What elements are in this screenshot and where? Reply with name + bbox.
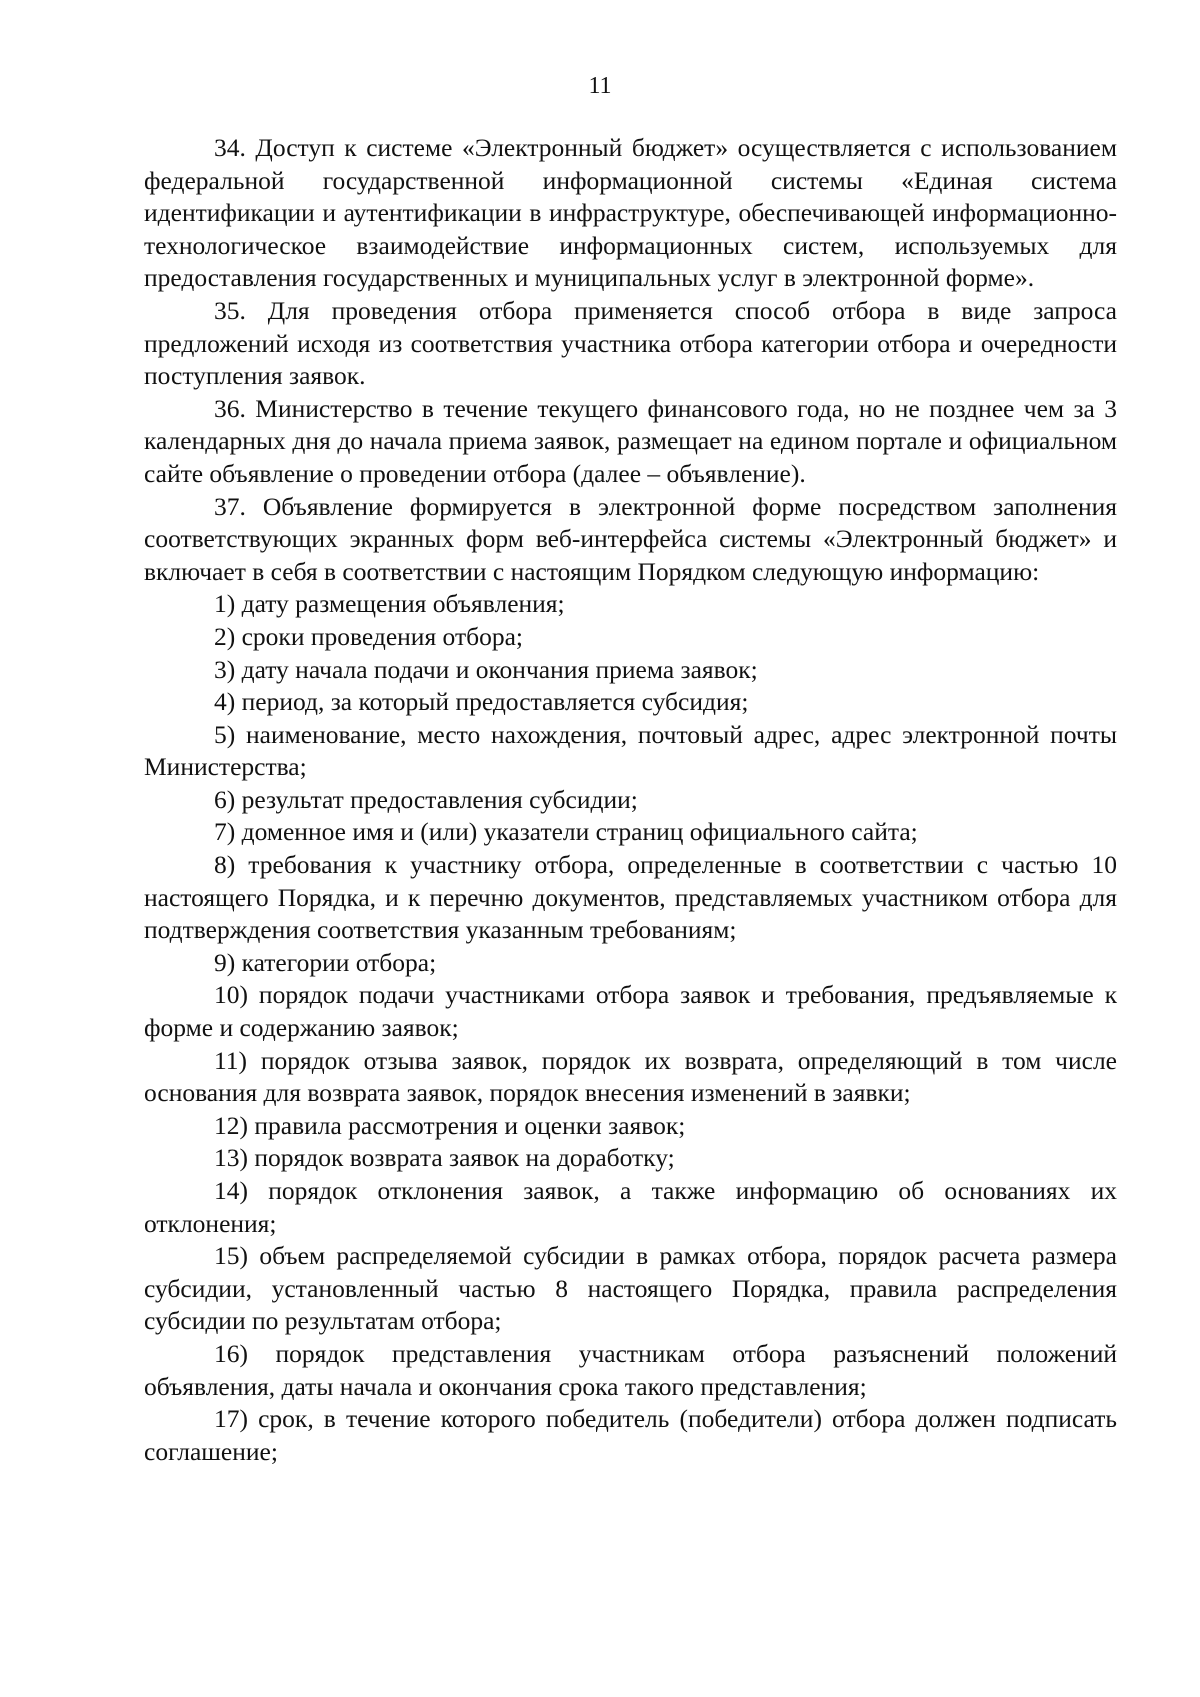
list-item-14: 14) порядок отклонения заявок, а также информацию об основаниях их отклонения; (144, 1176, 1117, 1238)
paragraph-35: 35. Для проведения отбора применяется способ отбора в виде запроса предложений исходя из соответствия участника отбора категории отбора и очередности поступления заявок. (144, 295, 1117, 391)
list-item-2: 2) сроки проведения отбора; (214, 621, 523, 651)
list-item-12: 12) правила рассмотрения и оценки заявок; (214, 1110, 686, 1140)
paragraph-37: 37. Объявление формируется в электронной форме посредством заполнения соответствующих экранных форм веб-интерфейса системы «Электронный бюджет» и включает в себя в соответствии с настоящим Порядком следующую информацию: (144, 491, 1117, 586)
list-item-3: 3) дату начала подачи и окончания приема заявок; (214, 654, 758, 684)
list-item-7: 7) доменное имя и (или) указатели страниц официального сайта; (214, 817, 918, 847)
list-item-9: 9) категории отбора; (214, 947, 437, 977)
page-number: 11 (588, 73, 612, 99)
list-item-16: 16) порядок представления участникам отбора разъяснений положений объявления, даты начала и окончания срока такого представления; (144, 1338, 1117, 1401)
list-item-10: 10) порядок подачи участниками отбора заявок и требования, предъявляемые к форме и содержанию заявок; (144, 980, 1117, 1043)
list-item-15: 15) объем распределяемой субсидии в рамках отбора, порядок расчета размера субсидии, установленный частью 8 настоящего Порядка, правила распределения субсидии по результатам отбора; (144, 1241, 1117, 1336)
list-item-4: 4) период, за который предоставляется субсидия; (214, 687, 749, 717)
list-item-11: 11) порядок отзыва заявок, порядок их возврата, определяющий в том числе основания для возврата заявок, порядок внесения изменений в заявки; (144, 1045, 1117, 1108)
paragraph-36: 36. Министерство в течение текущего финансового года, но не позднее чем за 3 календарных дня до начала приема заявок, размещает на едином портале и официальном сайте объявление о проведении отбора (далее – объявление). (144, 393, 1117, 488)
list-item-5: 5) наименование, место нахождения, почтовый адрес, адрес электронной почты Министерства; (144, 719, 1117, 782)
document-body (144, 132, 1117, 1468)
paragraph-34: 34. Доступ к системе «Электронный бюджет» осуществляется с использованием федеральной государственной информационной системы «Единая система идентификации и аутентификации в инфраструктуре, обеспечивающей информационно-технологическое взаимодействие информационных систем, используемых для предоставления государственных и муниципальных услуг в электронной форме». (144, 133, 1117, 293)
list-item-6: 6) результат предоставления субсидии; (214, 784, 638, 814)
list-item-8: 8) требования к участнику отбора, определенные в соответствии с частью 10 настоящего Порядка, и к перечню документов, представляемых участником отбора для подтверждения соответствия указанным требованиям; (144, 850, 1117, 945)
list-item-17: 17) срок, в течение которого победитель (победители) отбора должен подписать соглашение; (144, 1404, 1117, 1466)
list-item-13: 13) порядок возврата заявок на доработку; (214, 1143, 675, 1173)
list-item-1: 1) дату размещения объявления; (214, 589, 565, 619)
